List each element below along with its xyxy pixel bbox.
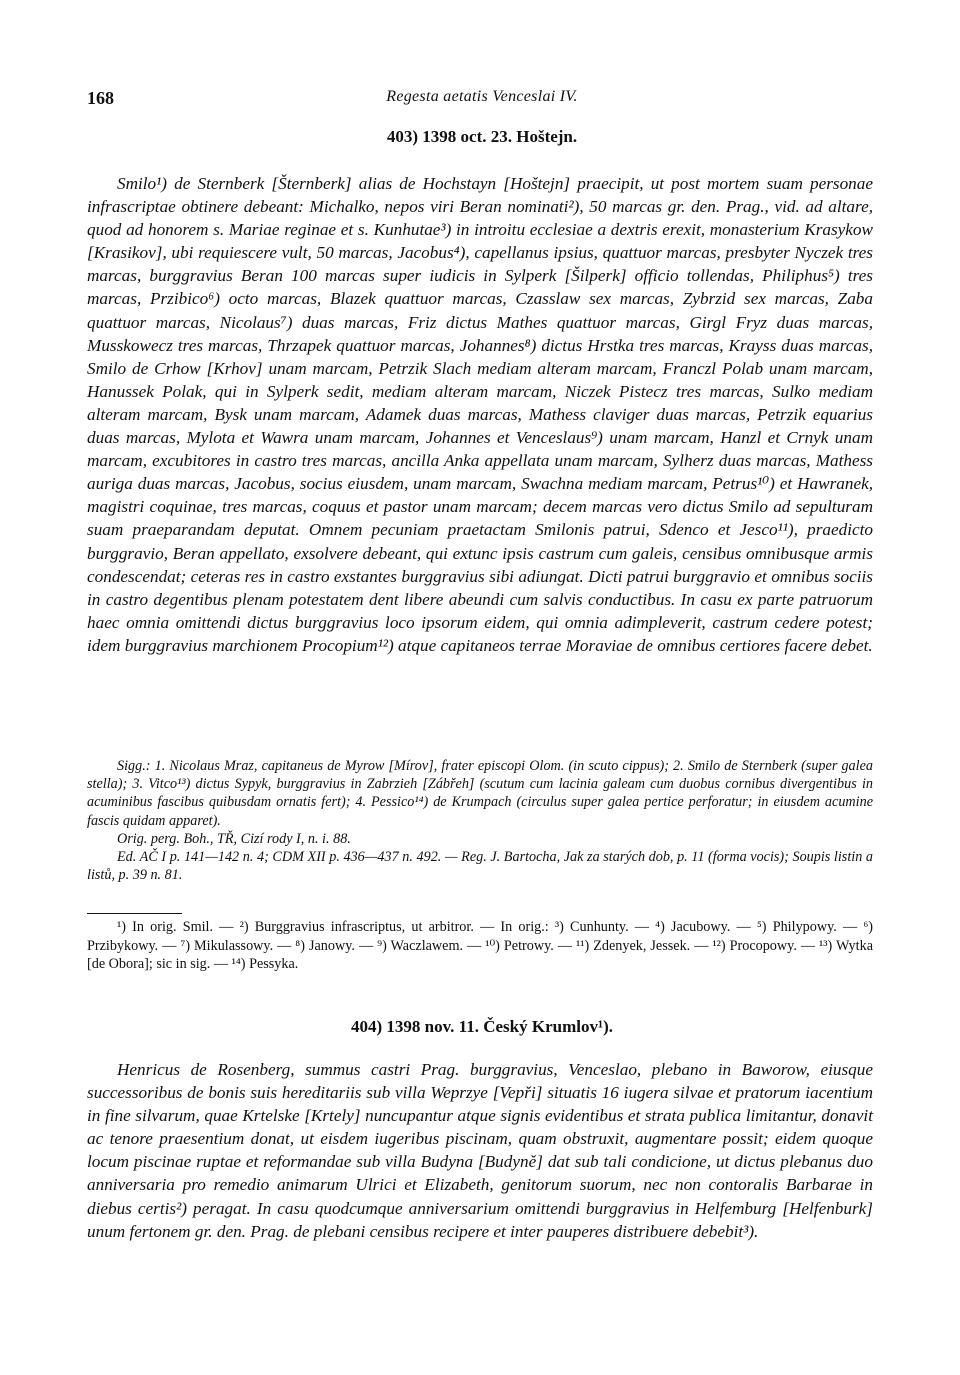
document-403-notes	[87, 757, 873, 884]
document-403-heading: 403) 1398 oct. 23. Hoštejn.	[386, 127, 578, 146]
document-403-footnotes	[87, 918, 873, 974]
footnote-divider	[87, 913, 182, 914]
document-404-heading: 404) 1398 nov. 11. Český Krumlov¹).	[351, 1017, 613, 1036]
editions: Ed. AČ I p. 141—142 n. 4; CDM XII p. 436—437 n. 492. — Reg. J. Bartocha, Jak za starých dob, p. 11 (forma vocis); Soupis listin a listů, p. 39 n. 81.	[87, 849, 873, 884]
document-404-body: Henricus de Rosenberg, summus castri Prag. burggravius, Venceslao, plebano in Bаworow, eiusque successoribus de bonis suis hereditariis sub villa Weprzye [Vepři] situatis 16 iugera silvae et pratorum iacentium in fine silvarum, quae Krtelske [Krtely] nuncupantur atque signis evidentibus et strata publica limitantur, donavit ac tenore praesentium donat, ut eisdem iugeribus piscinam, quam obstruxit, augmentare possit; eidem quoque locum piscinae ruptae et reformandae sub villa Budyna [Budyně] dat sub tali condicione, ut dictus plebanus duo anniversaria pro remedio animarum Ulrici et Elizabeth, genitorum suorum, nec non contoralis Barbarae in diebus certis²) peragat. In casu quodcumque anniversarium omittendi burggravius in Helfemburg [Helfenburk] unum fertonem gr. den. Prag. de plebani censibus recipere et inter pauperes distribuere debebit³).	[87, 1060, 873, 1241]
document-403-body: Smilo¹) de Sternberk [Šternberk] alias de Hochstayn [Hoštejn] praecipit, ut post mortem suam personae infrascriptae obtinere debeant: Michalko, nepos viri Beran nominati²), 50 marcas gr. den. Prag., vid. ad altare, quod ad honorem s. Mariae reginae et s. Kunhutae³) in introitu ecclesiae a dextris erexit, monasterium Krasykow [Krasikov], ubi requiescere vult, 50 marcas, Jacobus⁴), capellanus ipsius, quattuor marcas, presbyter Nyczek tres marcas, burggravius Beran 100 marcas super iudicis in Sylperk [Šilperk] officio tollendas, Philiphus⁵) tres marcas, Przibico⁶) octo marcas, Blazek quattuor marcas, Czasslaw sex marcas, Zybrzid sex marcas, Zaba quattuor marcas, Nicolaus⁷) duas marcas, Friz dictus Mathes quattuor marcas, Girgl Fryz duas marcas, Musskowecz tres marcas, Thrzapek quattuor marcas, Johannes⁸) dictus Hrstka tres marcas, Krayss duas marcas, Smilo de Crhow [Krhov] unam marcam, Petrzik Slach mediam alteram marcam, Franczl Polab unam marcam, Hanussek Polak, qui in Sylperk sedit, mediam alteram marcam, Niczek Pistecz tres marcas, Sulko mediam alteram marcam, Bysk unam marcam, Adamek duas marcas, Mathess claviger duas marcas, Petrzik equarius duas marcas, Mylota et Wawra unam marcam, Johannes et Venceslaus⁹) unam marcam, Hanzl et Crnyk unam marcam, excubitores in castro tres marcas, ancilla Anka appellata unam marcam, Sylherz duas marcas, Mathess auriga duas marcas, Jacobus, socius eiusdem, unam marcam, Swachna mediam marcam, Petrus¹⁰) et Hawranek, magistri coquinae, tres marcas, coquus et pastor unam marcam; decem marcas vero dictus Smilo ad sepulturam suam praeparandam deputat. Omnem pecuniam praetactam Smilonis patrui, Sdenco et Jesco¹¹), praedicto burggravio, Beran appellato, exsolvere debeant, qui extunc ipsis castrum cum galeis, censibus omnibusque armis condescendat; ceteras res in castro exstantes burggravius sibi adiungat. Dicti patrui burggravio et omnibus sociis in castro degentibus plenam potestatem dent libere abeundi cum salvis conductibus. In casu ex parte patruorum haec omnia omittendi dictus burggravius loco ipsorum eidem, qui omnia adimpleverit, castrum cedere potest; idem burggravius marchionem Procopium¹²) atque capitaneos terrae Moraviae de omnibus certiores facere debet.	[87, 174, 873, 655]
seals-description: Sigg.: 1. Nicolaus Mraz, capitaneus de Myrow [Mírov], frater episcopi Olom. (in scuto cippus); 2. Smilo de Sternberk (super galea stella); 3. Vitco¹³) dictus Sypyk, burggravius in Zabrzieh [Zábřeh] (scutum cum lacinia galeam cum duobus cornibus divergentibus in acuminibus fascibus quibusdam ornatis fert); 4. Pessico¹⁴) de Krumpach (circulus super galea pertice perforatur; in eiusdem acumine fascis quidam apparet).	[87, 758, 873, 829]
page-number: 168	[87, 88, 114, 108]
page-header	[87, 88, 877, 112]
running-title: Regesta aetatis Venceslai IV.	[386, 88, 578, 105]
footnote-list: ¹) In orig. Smil. — ²) Burggravius infrascriptus, ut arbitror. — In orig.: ³) Cunhunty. — ⁴) Jacubowy. — ⁵) Philypowy. — ⁶) Przibykowy. — ⁷) Mikulassowy. — ⁸) Janowy. — ⁹) Waczlawem. — ¹⁰) Petrowy. — ¹¹) Zdenyek, Jessek. — ¹²) Procopowy. — ¹³) Wytka [de Obora]; sic in sig. — ¹⁴) Pessyka.	[87, 919, 873, 972]
original-source: Orig. perg. Boh., TŘ, Cizí rody I, n. i. 88.	[117, 830, 351, 847]
